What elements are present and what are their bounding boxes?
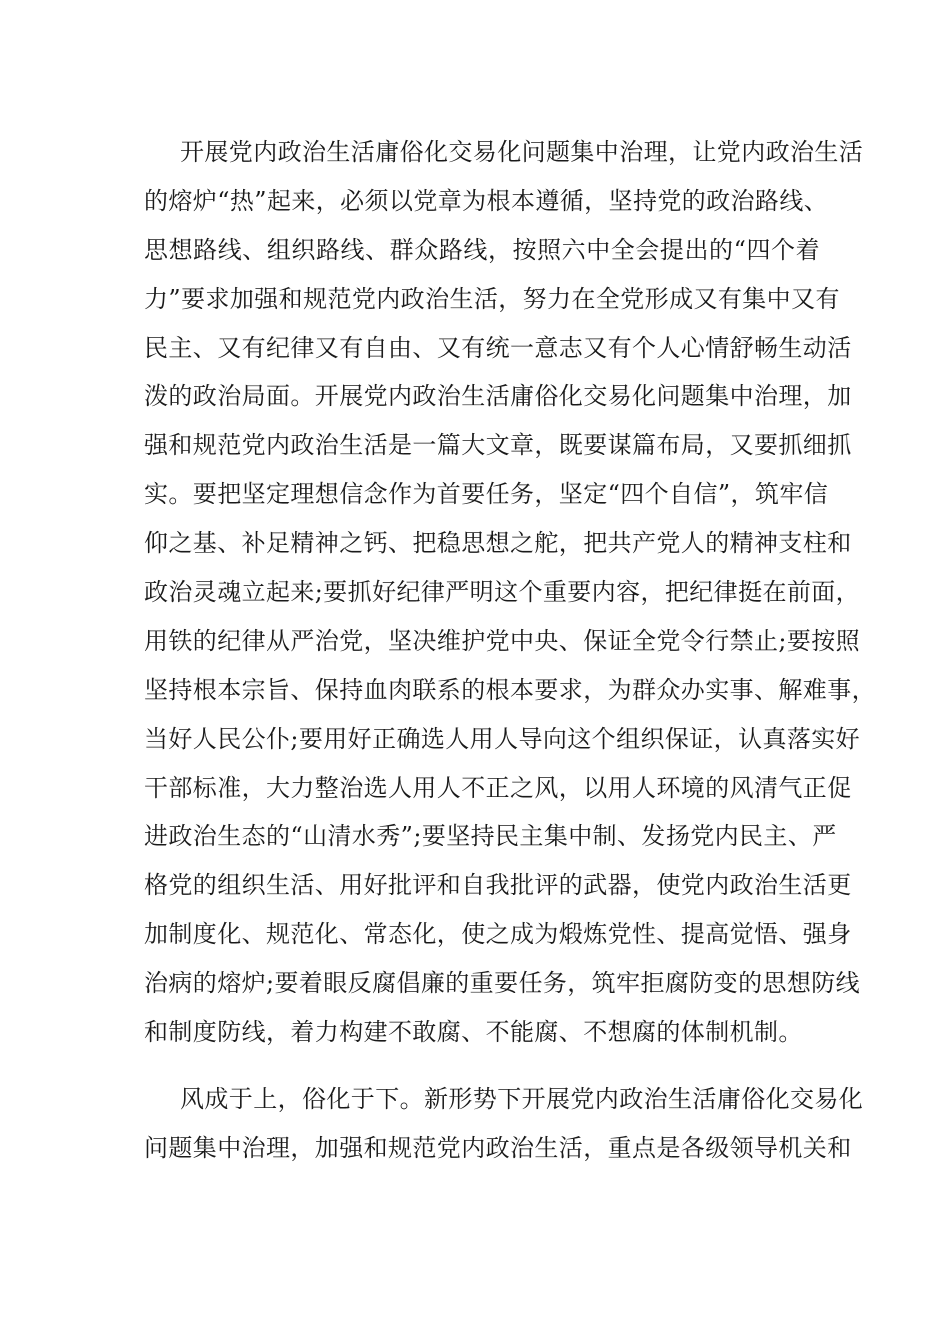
text-line: 进政治生态的“山清水秀”;要坚持民主集中制、发扬党内民主、严: [144, 822, 837, 851]
text-line: 用铁的纪律从严治党，坚决维护党中央、保证全党令行禁止;要按照: [144, 626, 861, 655]
text-line: 格党的组织生活、用好批评和自我批评的武器，使党内政治生活更: [144, 871, 852, 900]
text-line: 干部标准，大力整治选人用人不正之风，以用人环境的风清气正促: [144, 773, 852, 802]
paragraph-gap: [144, 1057, 820, 1075]
text-line: 力”要求加强和规范党内政治生活，努力在全党形成又有集中又有: [144, 284, 840, 313]
paragraph: [144, 1075, 864, 1173]
text-line: 仰之基、补足精神之钙、把稳思想之舵，把共产党人的精神支柱和: [144, 529, 852, 558]
text-line: 治病的熔炉;要着眼反腐倡廉的重要任务，筑牢拒腐防变的思想防线: [144, 969, 861, 998]
text-line: 的熔炉“热”起来，必须以党章为根本遵循，坚持党的政治路线、: [144, 186, 829, 215]
text-line: 民主、又有纪律又有自由、又有统一意志又有个人心情舒畅生动活: [144, 333, 852, 362]
text-line: 和制度防线，着力构建不敢腐、不能腐、不想腐的体制机制。: [144, 1018, 803, 1047]
text-line: 政治灵魂立起来;要抓好纪律严明这个重要内容，把纪律挺在前面，: [144, 578, 861, 607]
text-line: 问题集中治理，加强和规范党内政治生活，重点是各级领导机关和: [144, 1133, 852, 1162]
text-line: 开展党内政治生活庸俗化交易化问题集中治理，让党内政治生活: [180, 138, 864, 166]
text-line: 强和规范党内政治生活是一篇大文章，既要谋篇布局，又要抓细抓: [144, 431, 852, 460]
text-line: 加制度化、规范化、常态化，使之成为煅炼党性、提高觉悟、强身: [144, 920, 852, 949]
text-line: 当好人民公仆;要用好正确选人用人导向这个组织保证，认真落实好: [144, 724, 861, 753]
text-line: 泼的政治局面。开展党内政治生活庸俗化交易化问题集中治理，加: [144, 382, 852, 411]
paragraph: [144, 128, 876, 1057]
text-line: 坚持根本宗旨、保持血肉联系的根本要求，为群众办实事、解难事，: [144, 675, 876, 704]
text-line: 思想路线、组织路线、群众路线，按照六中全会提出的“四个着: [144, 235, 820, 264]
text-line: 风成于上，俗化于下。新形势下开展党内政治生活庸俗化交易化: [180, 1084, 864, 1113]
document-body: [144, 128, 876, 1173]
text-line: 实。要把坚定理想信念作为首要任务，坚定“四个自信”，筑牢信: [144, 480, 829, 509]
